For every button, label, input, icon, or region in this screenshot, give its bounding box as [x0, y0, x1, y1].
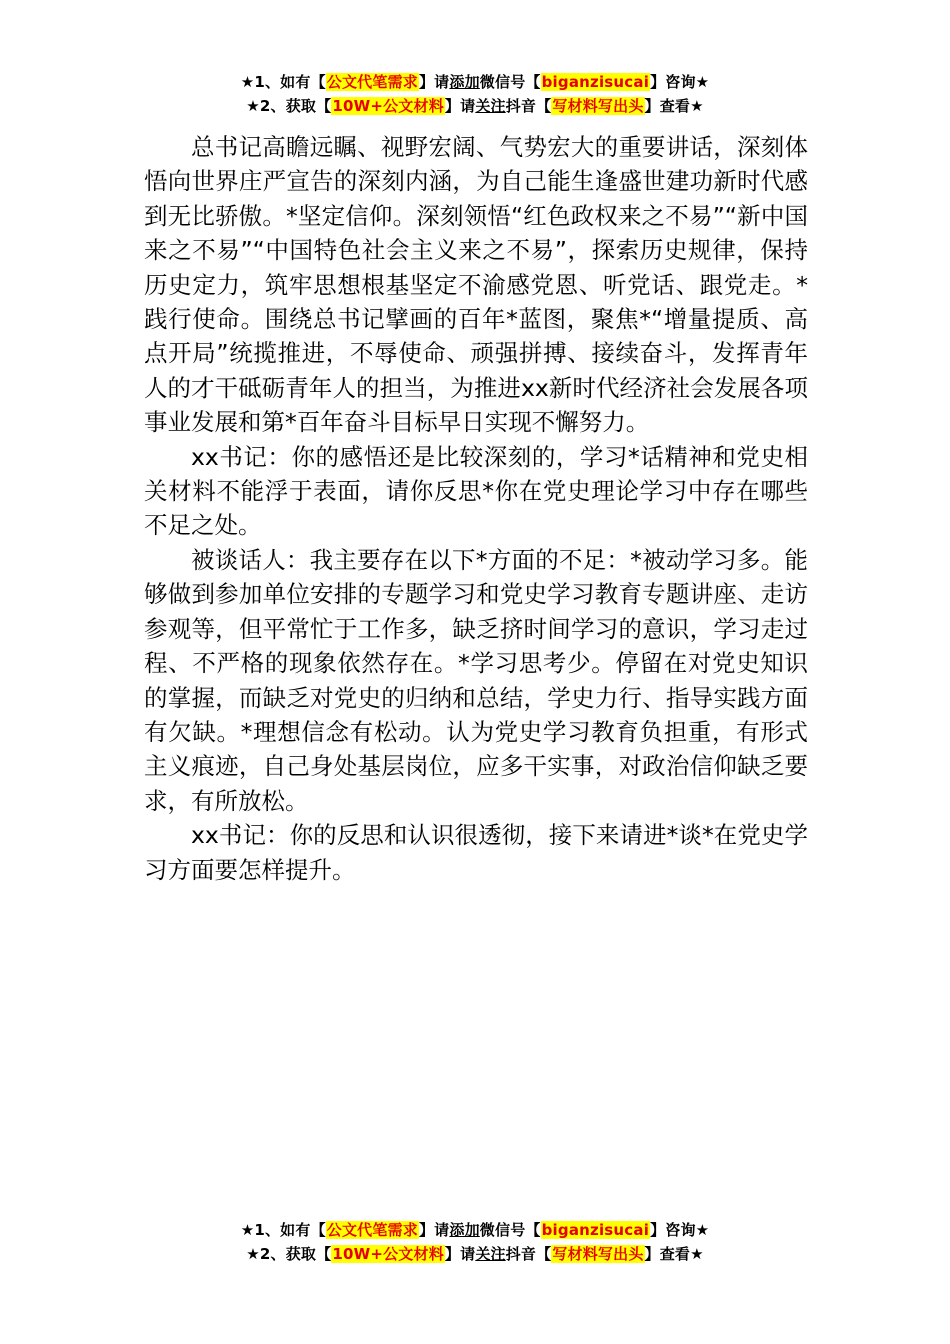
highlight-wechat-id: biganzisucai — [541, 73, 650, 91]
paragraph-speech-reflection: 总书记高瞻远瞩、视野宏阔、气势宏大的重要讲话，深刻体悟向世界庄严宣告的深刻内涵，为自己能生逢盛世建功新时代感到无比骄傲。*坚定信仰。深刻领悟“红色政权来之不易”“新中国来之不易”“中国特色社会主义来之不易”，探索历史规律，保持历史定力，筑牢思想根基坚定不渝感党恩、听党话、跟党走。*践行使命。围绕总书记擘画的百年*蓝图，聚焦*“增量提质、高点开局”统揽推进，不辱使命、顽强拼搏、接续奋斗，发挥青年人的才干砥砺青年人的担当，为推进xx新时代经济社会发展各项事业发展和第*百年奋斗目标早日实现不懈努力。 — [144, 133, 808, 437]
highlight-wechat-id: biganzisucai — [541, 1221, 650, 1239]
banner-text: ★1、如有【 — [240, 1221, 326, 1239]
highlight-service: 公文代笔需求 — [326, 1221, 418, 1239]
banner-underlined: 添加 — [449, 1221, 480, 1239]
footer-banner — [0, 1218, 950, 1266]
banner-text: 】查看★ — [644, 1245, 704, 1263]
banner-text: ★2、获取【 — [246, 97, 332, 115]
banner-text: 微信号【 — [479, 1221, 541, 1239]
banner-underlined: 关注 — [475, 1245, 506, 1263]
banner-line-2 — [0, 1242, 950, 1266]
banner-text: 】请 — [444, 97, 476, 115]
document-body — [144, 130, 808, 887]
banner-text: ★1、如有【 — [240, 73, 326, 91]
banner-line-1 — [0, 1218, 950, 1242]
paragraph-interviewee-answer: 被谈话人：我主要存在以下*方面的不足：*被动学习多。能够做到参加单位安排的专题学习和党史学习教育专题讲座、走访参观等，但平常忙于工作多，缺乏挤时间学习的意识，学习走过程、不严格的现象依然存在。*学习思考少。停留在对党史知识的掌握，而缺乏对党史的归纳和总结，学史力行、指导实践方面有欠缺。*理想信念有松动。认为党史学习教育负担重，有形式主义痕迹，自己身处基层岗位，应多干实事，对政治信仰缺乏要求，有所放松。 — [144, 545, 808, 815]
paragraph-secretary-followup: xx书记：你的反思和认识很透彻，接下来请进*谈*在党史学习方面要怎样提升。 — [144, 821, 808, 884]
highlight-douyin-id: 写材料写出头 — [552, 1245, 644, 1263]
banner-text: 】查看★ — [644, 97, 704, 115]
banner-text: ★2、获取【 — [246, 1245, 332, 1263]
banner-text: 】请 — [444, 1245, 476, 1263]
banner-text: 微信号【 — [479, 73, 541, 91]
highlight-douyin-id: 写材料写出头 — [552, 97, 644, 115]
highlight-materials: 10W+公文材料 — [332, 97, 444, 115]
banner-line-1 — [0, 70, 950, 94]
highlight-service: 公文代笔需求 — [326, 73, 418, 91]
banner-line-2 — [0, 94, 950, 118]
highlight-materials: 10W+公文材料 — [332, 1245, 444, 1263]
banner-underlined: 添加 — [449, 73, 480, 91]
paragraph-secretary-question: xx书记：你的感悟还是比较深刻的，学习*话精神和党史相关材料不能浮于表面，请你反思*你在党史理论学习中存在哪些不足之处。 — [144, 442, 808, 540]
banner-text: 抖音【 — [505, 97, 552, 115]
banner-text: 】请 — [418, 1221, 450, 1239]
header-banner — [0, 70, 950, 118]
banner-text: 】咨询★ — [650, 1221, 710, 1239]
banner-text: 抖音【 — [505, 1245, 552, 1263]
banner-text: 】咨询★ — [650, 73, 710, 91]
banner-text: 】请 — [418, 73, 450, 91]
banner-underlined: 关注 — [475, 97, 506, 115]
